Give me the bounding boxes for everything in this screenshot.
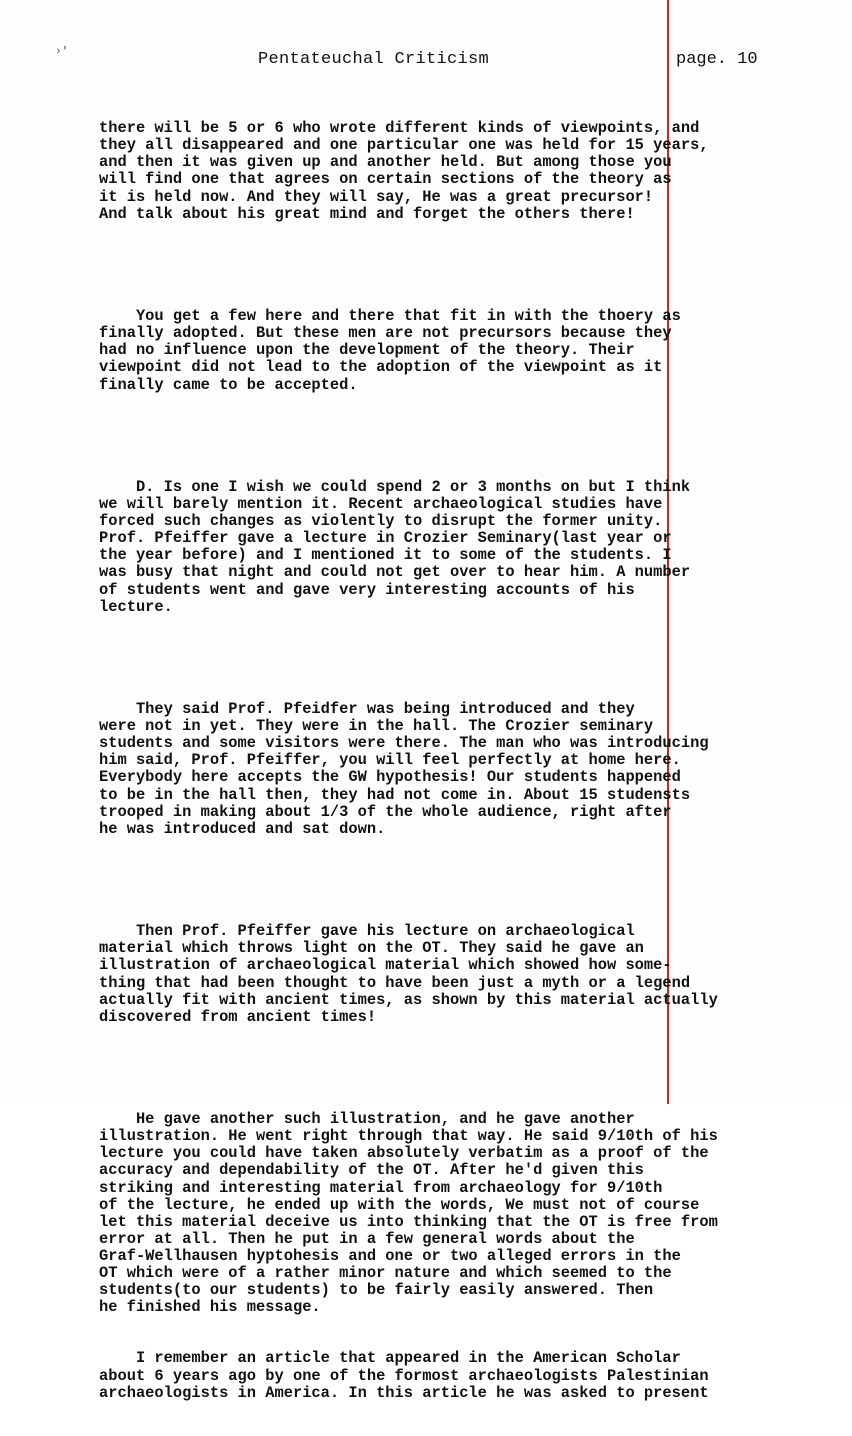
paragraph-6: He gave another such illustration, and he gave another illustration. He went right through that way. He said 9/10th of his lecture you could have taken absolutely verbatim as a proof of the accuracy and dependability of the OT. After he'd given this striking and interesting material from archaeology for 9/10th of the lecture, he ended up with the words, We must not of course let this material deceive us into thinking that the OT is free from error at all. Then he put in a few general words about the Graf-Wellhausen hyptohesis and one or two alleged errors in the OT which were of a rather minor nature and which seemed to the students(to our students) to be fairly easily answered. Then he finished his message. — [99, 1110, 718, 1317]
paragraph-1: there will be 5 or 6 who wrote different kinds of viewpoints, and they all disappeared and one particular one was held for 15 years, and then it was given up and another held. But among those you will find one that agrees on certain sections of the theory as it is held now. And they will say, He was a great precursor! And talk about his great mind and forget the others there! — [99, 119, 709, 223]
paragraph-2: You get a few here and there that fit in with the thoery as finally adopted. But these men are not precursors because they had no influence upon the development of the theory. Their viewpoint did not lead to the adoption of the viewpoint as it finally came to be accepted. — [99, 307, 681, 394]
page-number: page. 10 — [676, 50, 758, 69]
paragraph-4: They said Prof. Pfeidfer was being introduced and they were not in yet. They were in the hall. The Crozier seminary students and some visitors were there. The man who was introducing him said, Prof. Pfeiffer, you will feel perfectly at home here. Everybody here accepts the GW hypothesis! Our students happened to be in the hall then, they had not come in. About 15 studensts trooped in making about 1/3 of the whole audience, right after he was introduced and sat down. — [99, 700, 709, 838]
document-title: Pentateuchal Criticism — [258, 50, 490, 69]
paragraph-5: Then Prof. Pfeiffer gave his lecture on archaeological material which throws light on the OT. They said he gave an illustration of archaeological material which showed how some- thing that had been thought to have been just a myth or a legend actually fit with ancient times, as shown by this material actually discovered from ancient times! — [99, 922, 718, 1026]
body-text — [99, 86, 799, 1436]
paragraph-7: I remember an article that appeared in the American Scholar about 6 years ago by one of the formost archaeologists Palestinian archaeologists in America. In this article he was asked to present — [99, 1349, 709, 1402]
paragraph-3: D. Is one I wish we could spend 2 or 3 months on but I think we will barely mention it. Recent archaeological studies have forced such changes as violently to disrupt the former unity. Prof. Pfeiffer gave a lecture in Crozier Seminary(last year or the year before) and I mentioned it to some of the students. I was busy that night and could not get over to hear him. A number of students went and gave very interesting accounts of his lecture. — [99, 477, 691, 616]
punch-mark: ›' — [55, 46, 69, 58]
page-header — [0, 50, 852, 74]
